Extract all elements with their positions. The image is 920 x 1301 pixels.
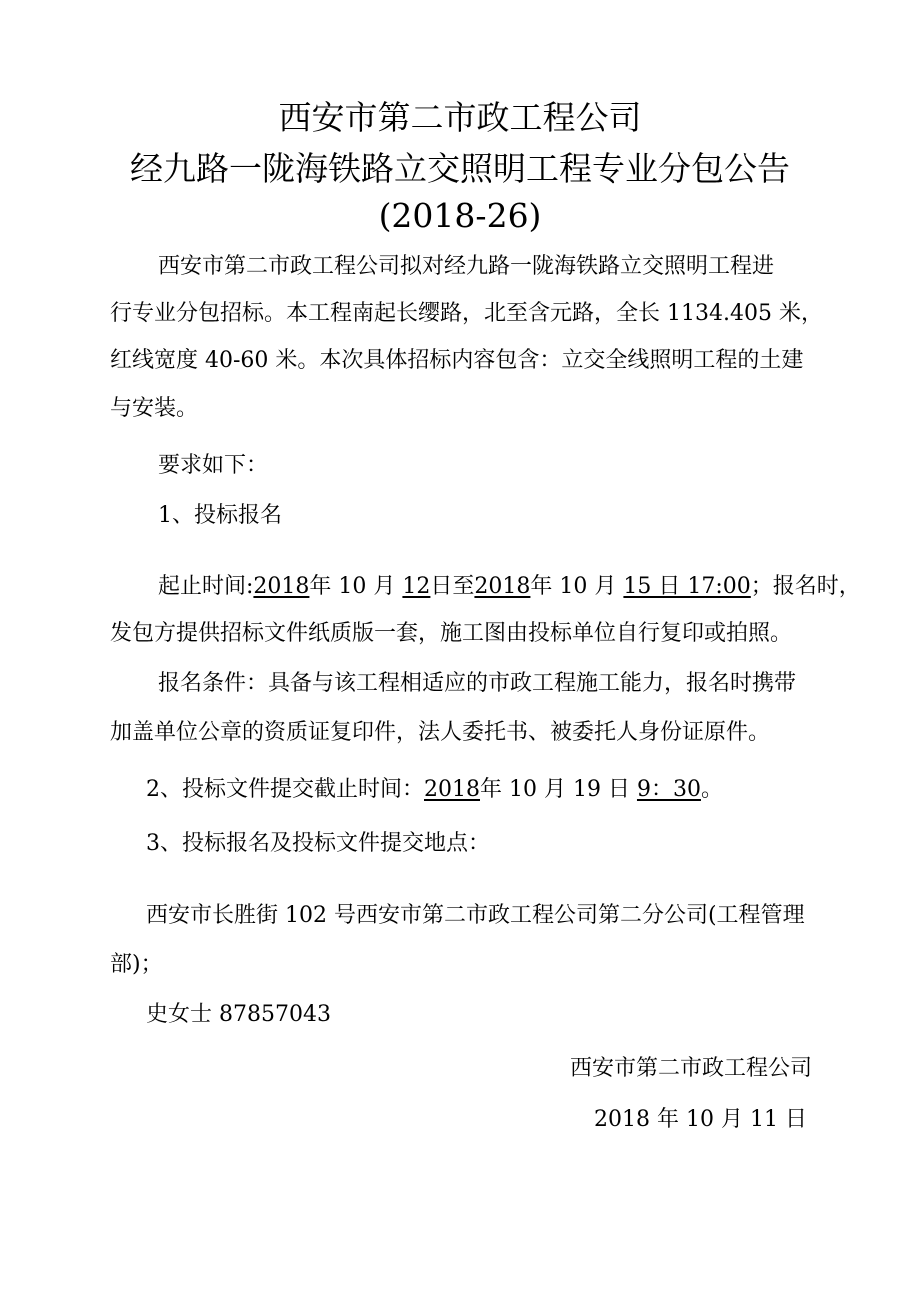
section1-heading: 1、投标报名 <box>158 503 282 528</box>
contact: 史女士 87857043 <box>146 1002 331 1027</box>
conditions-line-1: 报名条件：具备与该工程相适应的市政工程施工能力，报名时携带 <box>158 671 797 696</box>
signature-company: 西安市第二市政工程公司 <box>570 1056 813 1081</box>
intro-line-3: 红线宽度 40-60 米。本次具体招标内容包含：立交全线照明工程的土建 <box>110 348 804 373</box>
period-start-year: 2018 <box>253 574 310 599</box>
intro-line-2: 行专业分包招标。本工程南起长缨路，北至含元路，全长 1134.405 米， <box>110 301 823 326</box>
deadline-year: 2018 <box>424 777 480 802</box>
title-number: (2018-26) <box>378 196 542 235</box>
period-end-datetime: 15 日 17:00 <box>623 574 751 599</box>
section3-heading: 3、投标报名及投标文件提交地点： <box>146 831 490 856</box>
period-text: 年 10 月 <box>309 574 403 599</box>
intro-line-4: 与安装。 <box>110 396 199 421</box>
deadline-text: 2、投标文件提交截止时间： <box>146 777 424 802</box>
address-line-1: 西安市长胜街 102 号西安市第二市政工程公司第二分公司(工程管理 <box>146 903 805 928</box>
title-project: 经九路一陇海铁路立交照明工程专业分包公告 <box>130 149 790 188</box>
period-text: ；报名时， <box>750 574 861 599</box>
period-end-year: 2018 <box>474 574 531 599</box>
submission-deadline <box>146 776 830 804</box>
address-line-2: 部)； <box>110 952 163 977</box>
registration-period <box>158 573 861 601</box>
conditions-line-2: 加盖单位公章的资质证复印件，法人委托书、被委托人身份证原件。 <box>110 720 771 745</box>
title-company: 西安市第二市政工程公司 <box>278 98 642 137</box>
period-start-day: 12 <box>402 574 431 599</box>
signature-date: 2018 年 10 月 11 日 <box>594 1107 807 1132</box>
deadline-text: 。 <box>700 777 723 802</box>
period-text: 日至 <box>430 574 475 599</box>
deadline-text: 年 10 月 19 日 <box>480 777 637 802</box>
deadline-time: 9：30 <box>636 777 701 802</box>
period-label: 起止时间: <box>158 574 254 599</box>
intro-line-1: 西安市第二市政工程公司拟对经九路一陇海铁路立交照明工程进 <box>158 254 775 279</box>
requirements-heading: 要求如下： <box>158 453 269 478</box>
registration-period-line-2: 发包方提供招标文件纸质版一套，施工图由投标单位自行复印或拍照。 <box>110 621 793 646</box>
period-text: 年 10 月 <box>530 574 624 599</box>
